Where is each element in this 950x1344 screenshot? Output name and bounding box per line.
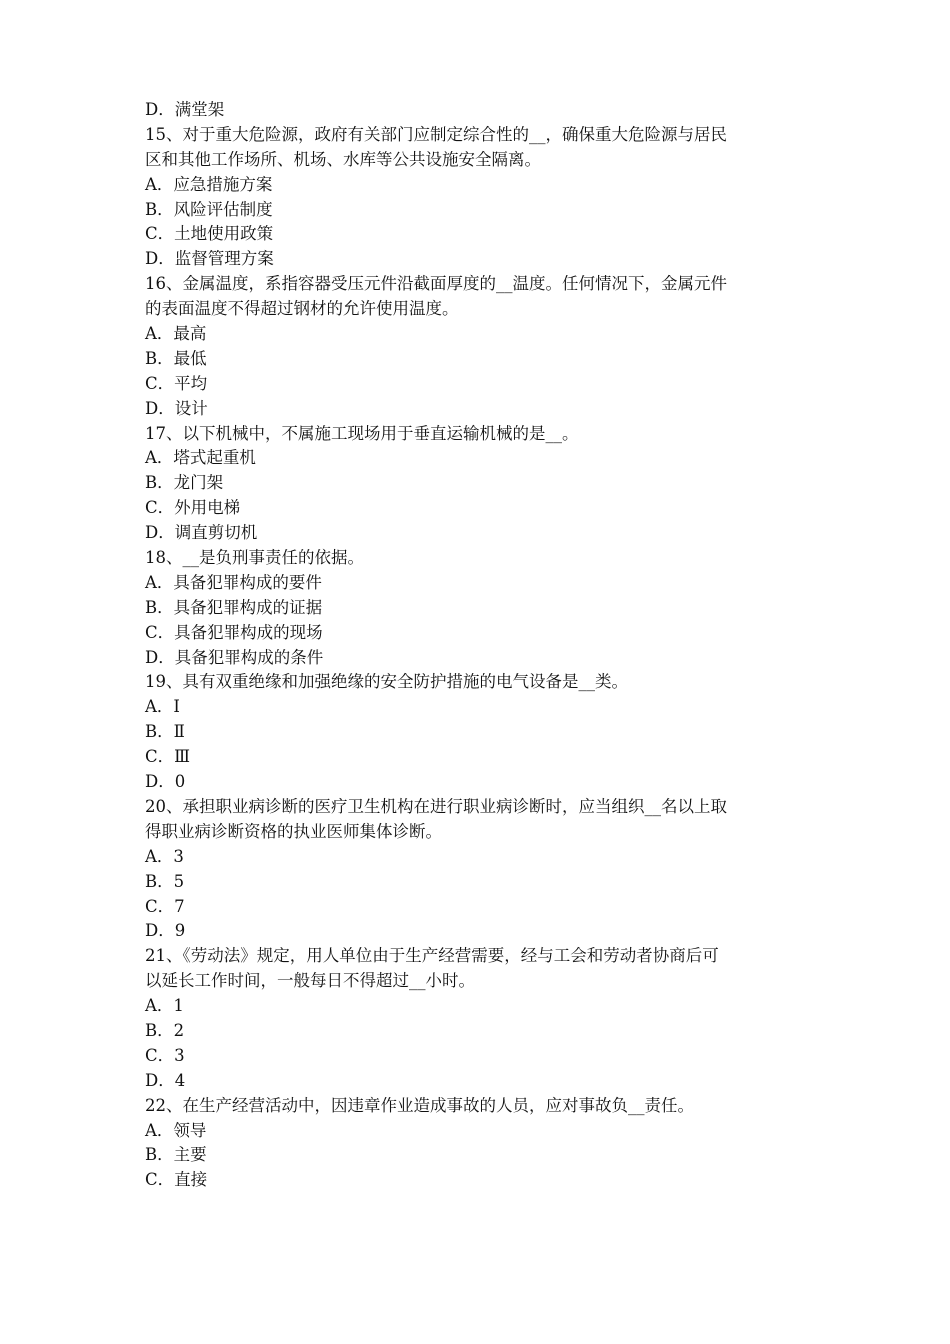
answer-option: D．满堂架 bbox=[145, 100, 225, 119]
answer-option: D．具备犯罪构成的条件 bbox=[145, 647, 324, 667]
question-text bbox=[145, 123, 815, 173]
answer-option: B．Ⅱ bbox=[145, 722, 185, 742]
answer-option: D．0 bbox=[145, 772, 186, 792]
answer-option: C．Ⅲ bbox=[145, 747, 191, 767]
question-text bbox=[145, 795, 815, 845]
answer-option: A．具备犯罪构成的要件 bbox=[145, 572, 322, 592]
answer-option: C．平均 bbox=[145, 373, 208, 393]
answer-option: A．3 bbox=[145, 846, 184, 866]
answer-option: D．9 bbox=[145, 921, 186, 941]
question-line: 得职业病诊断资格的执业医师集体诊断。 bbox=[145, 821, 442, 841]
question-line: 的表面温度不得超过钢材的允许使用温度。 bbox=[145, 299, 459, 319]
answer-option: D．调直剪切机 bbox=[145, 523, 258, 543]
answer-option: B．具备犯罪构成的证据 bbox=[145, 597, 323, 617]
question-line: 区和其他工作场所、机场、水库等公共设施安全隔离。 bbox=[145, 149, 541, 169]
answer-option: C．外用电梯 bbox=[145, 498, 241, 518]
question-line: 16、金属温度，系指容器受压元件沿截面厚度的__温度。任何情况下，金属元件 bbox=[145, 274, 727, 294]
question-line: 18、__是负刑事责任的依据。 bbox=[145, 548, 364, 568]
answer-option: A．最高 bbox=[145, 324, 207, 344]
answer-option: D．4 bbox=[145, 1070, 186, 1090]
document-page bbox=[145, 98, 815, 1193]
question-text bbox=[145, 422, 815, 447]
answer-option: A．塔式起重机 bbox=[145, 448, 256, 468]
question-line: 17、以下机械中，不属施工现场用于垂直运输机械的是__。 bbox=[145, 423, 579, 443]
question-line: 22、在生产经营活动中，因违章作业造成事故的人员，应对事故负__责任。 bbox=[145, 1095, 694, 1115]
answer-option: D．监督管理方案 bbox=[145, 249, 274, 269]
answer-option: A．应急措施方案 bbox=[145, 174, 273, 194]
question-line: 15、对于重大危险源，政府有关部门应制定综合性的__，确保重大危险源与居民 bbox=[145, 124, 727, 144]
question-line: 以延长工作时间，一般每日不得超过__小时。 bbox=[145, 971, 475, 991]
answer-option: B．5 bbox=[145, 871, 185, 891]
answer-option: C．3 bbox=[145, 1045, 185, 1065]
answer-option: B．最低 bbox=[145, 348, 207, 368]
answer-option: B．主要 bbox=[145, 1145, 207, 1165]
answer-option: A．1 bbox=[145, 996, 184, 1016]
answer-option: A．领导 bbox=[145, 1120, 207, 1140]
answer-option: B．2 bbox=[145, 1020, 185, 1040]
question-text bbox=[145, 546, 815, 571]
question-line: 21、《劳动法》规定，用人单位由于生产经营需要，经与工会和劳动者协商后可 bbox=[145, 946, 719, 966]
question-text bbox=[145, 670, 815, 695]
answer-option: D．设计 bbox=[145, 398, 208, 418]
question-text bbox=[145, 272, 815, 322]
question-line: 20、承担职业病诊断的医疗卫生机构在进行职业病诊断时，应当组织__名以上取 bbox=[145, 796, 727, 816]
answer-option: C．具备犯罪构成的现场 bbox=[145, 622, 323, 642]
question-text bbox=[145, 1094, 815, 1119]
question-text bbox=[145, 944, 815, 994]
answer-option: C．直接 bbox=[145, 1170, 208, 1190]
answer-option: A．Ⅰ bbox=[145, 697, 180, 717]
answer-option: C．土地使用政策 bbox=[145, 224, 274, 244]
answer-option: C．7 bbox=[145, 896, 185, 916]
answer-option: B．风险评估制度 bbox=[145, 199, 273, 219]
question-line: 19、具有双重绝缘和加强绝缘的安全防护措施的电气设备是__类。 bbox=[145, 672, 628, 692]
answer-option: B．龙门架 bbox=[145, 473, 224, 493]
